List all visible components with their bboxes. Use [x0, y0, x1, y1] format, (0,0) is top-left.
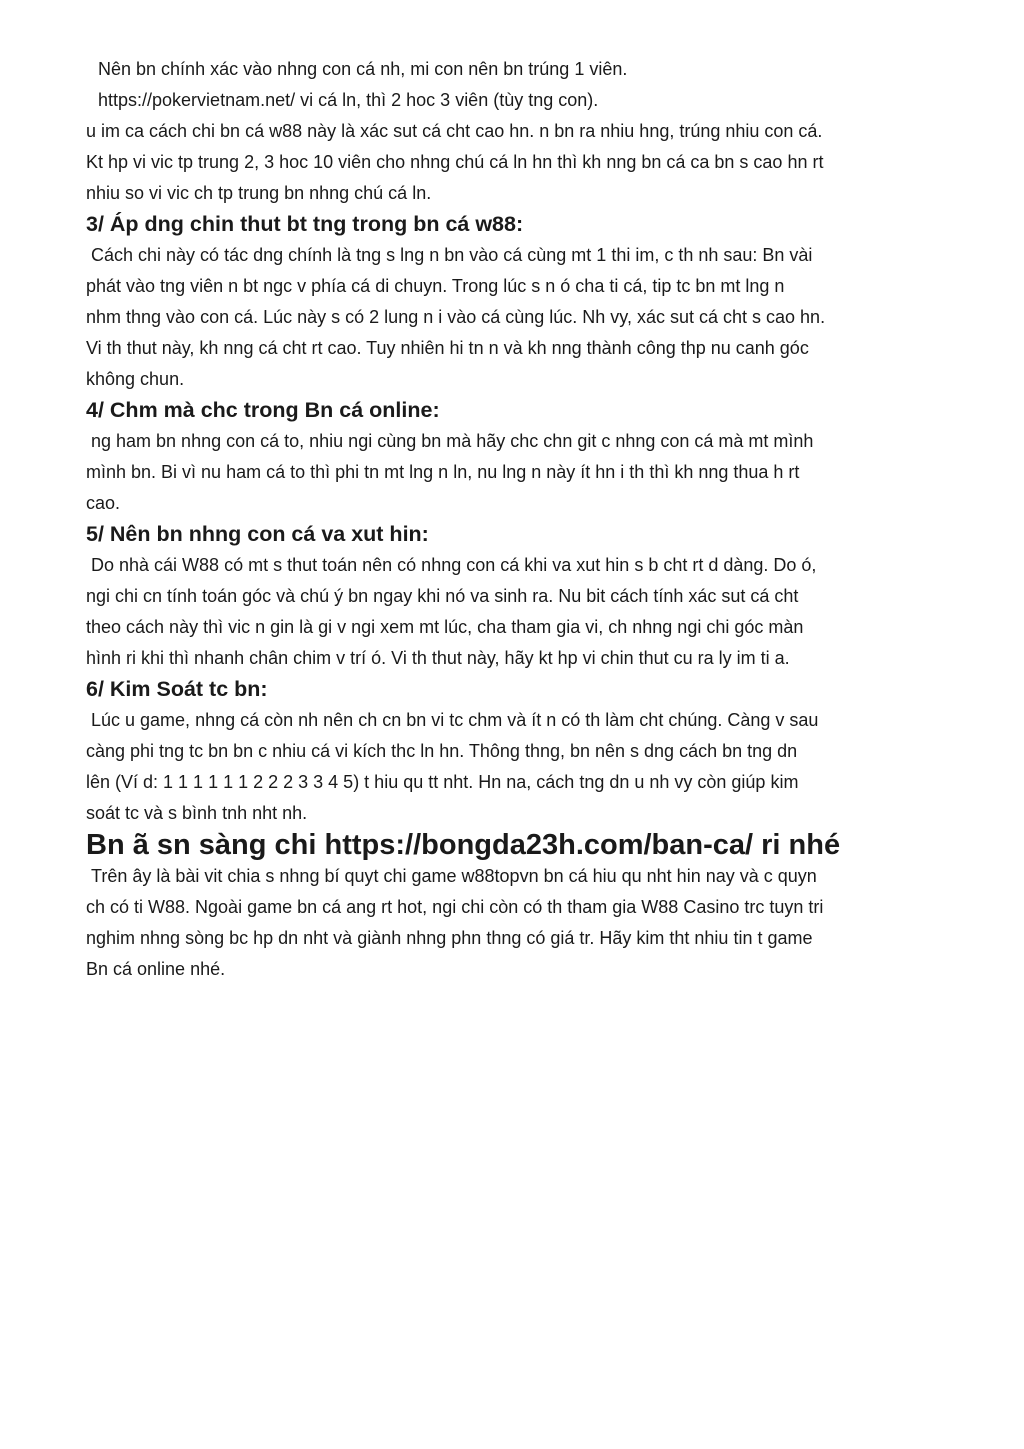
paragraph-line: ngi chi cn tính toán góc và chú ý bn ngay khi nó va sinh ra. Nu bit cách tính xác sut cá cht: [86, 586, 799, 606]
section-heading: 4/ Chm mà chc trong Bn cá online:: [86, 398, 440, 422]
paragraph-line: Cách chi này có tác dng chính là tng s lng n bn vào cá cùng mt 1 thi im, c th nh sau: Bn vài: [91, 245, 813, 265]
paragraph-line: không chun.: [86, 369, 185, 389]
paragraph-line: Trên ây là bài vit chia s nhng bí quyt chi game w88topvn bn cá hiu qu nht hin nay và c quyn: [91, 866, 817, 886]
section-3: [86, 209, 944, 395]
paragraph-line: ch có ti W88. Ngoài game bn cá ang rt hot, ngi chi còn có th tham gia W88 Casino trc tuyn tri: [86, 897, 824, 917]
paragraph-line: Lúc u game, nhng cá còn nh nên ch cn bn vi tc chm và ít n có th làm cht chúng. Càng v sau: [91, 710, 819, 730]
paragraph-line: nhiu so vi vic ch tp trung bn nhng chú cá ln.: [86, 183, 432, 203]
closing-section: [86, 829, 944, 985]
paragraph-line: nhm thng vào con cá. Lúc này s có 2 lung n i vào cá cùng lúc. Nh vy, xác sut cá cht s cao hn.: [86, 307, 826, 327]
paragraph-line: theo cách này thì vic n gin là gi v ngi xem mt lúc, cha tham gia vi, ch nhng ngi chi góc màn: [86, 617, 804, 637]
section-heading: 3/ Áp dng chin thut bt tng trong bn cá w88:: [86, 212, 524, 236]
paragraph-line: hình ri khi thì nhanh chân chim v trí ó. Vi th thut này, hãy kt hp vi chin thut cu ra ly im ti a.: [86, 648, 790, 668]
section-4: [86, 395, 944, 519]
section-6: [86, 674, 944, 829]
paragraph-line: cao.: [86, 493, 121, 513]
paragraph-line: Kt hp vi vic tp trung 2, 3 hoc 10 viên cho nhng chú cá ln hn thì kh nng bn cá ca bn s cao hn rt: [86, 152, 824, 172]
section-5: [86, 519, 944, 674]
intro-block: [86, 54, 944, 116]
paragraph-line: soát tc và s bình tnh nht nh.: [86, 803, 308, 823]
paragraph-line: mình bn. Bi vì nu ham cá to thì phi tn mt lng n ln, nu lng n này ít hn i th thì kh nng thua h rt: [86, 462, 800, 482]
intro-line: Nên bn chính xác vào nhng con cá nh, mi con nên bn trúng 1 viên.: [98, 59, 628, 79]
closing-heading: Bn ã sn sàng chi https://bongda23h.com/ban-ca/ ri nhé: [86, 829, 841, 861]
paragraph-line: nghim nhng sòng bc hp dn nht và giành nhng phn thng có giá tr. Hãy kim tht nhiu tin t game: [86, 928, 813, 948]
paragraph-line: u im ca cách chi bn cá w88 này là xác sut cá cht cao hn. n bn ra nhiu hng, trúng nhiu con cá.: [86, 121, 823, 141]
paragraph-line: Do nhà cái W88 có mt s thut toán nên có nhng con cá khi va xut hin s b cht rt d dàng. Do ó,: [91, 555, 817, 575]
paragraph-line: Vi th thut này, kh nng cá cht rt cao. Tuy nhiên hi tn n và kh nng thành công thp nu canh góc: [86, 338, 809, 358]
paragraph-line: ng ham bn nhng con cá to, nhiu ngi cùng bn mà hãy chc chn git c nhng con cá mà mt mình: [91, 431, 814, 451]
section-heading: 5/ Nên bn nhng con cá va xut hin:: [86, 522, 429, 546]
paragraph-line: Bn cá online nhé.: [86, 959, 226, 979]
paragraph-line: phát vào tng viên n bt ngc v phía cá di chuyn. Trong lúc s n ó cha ti cá, tip tc bn mt lng n: [86, 276, 785, 296]
intro-line: https://pokervietnam.net/ vi cá ln, thì 2 hoc 3 viên (tùy tng con).: [98, 90, 599, 110]
document-page: [86, 54, 944, 985]
paragraph-line: lên (Ví d: 1 1 1 1 1 1 2 2 2 3 3 4 5) t hiu qu tt nht. Hn na, cách tng dn u nh vy còn giúp kim: [86, 772, 799, 792]
advantage-paragraph: [86, 116, 944, 209]
section-heading: 6/ Kim Soát tc bn:: [86, 677, 268, 701]
paragraph-line: càng phi tng tc bn bn c nhiu cá vi kích thc ln hn. Thông thng, bn nên s dng cách bn tng dn: [86, 741, 798, 761]
